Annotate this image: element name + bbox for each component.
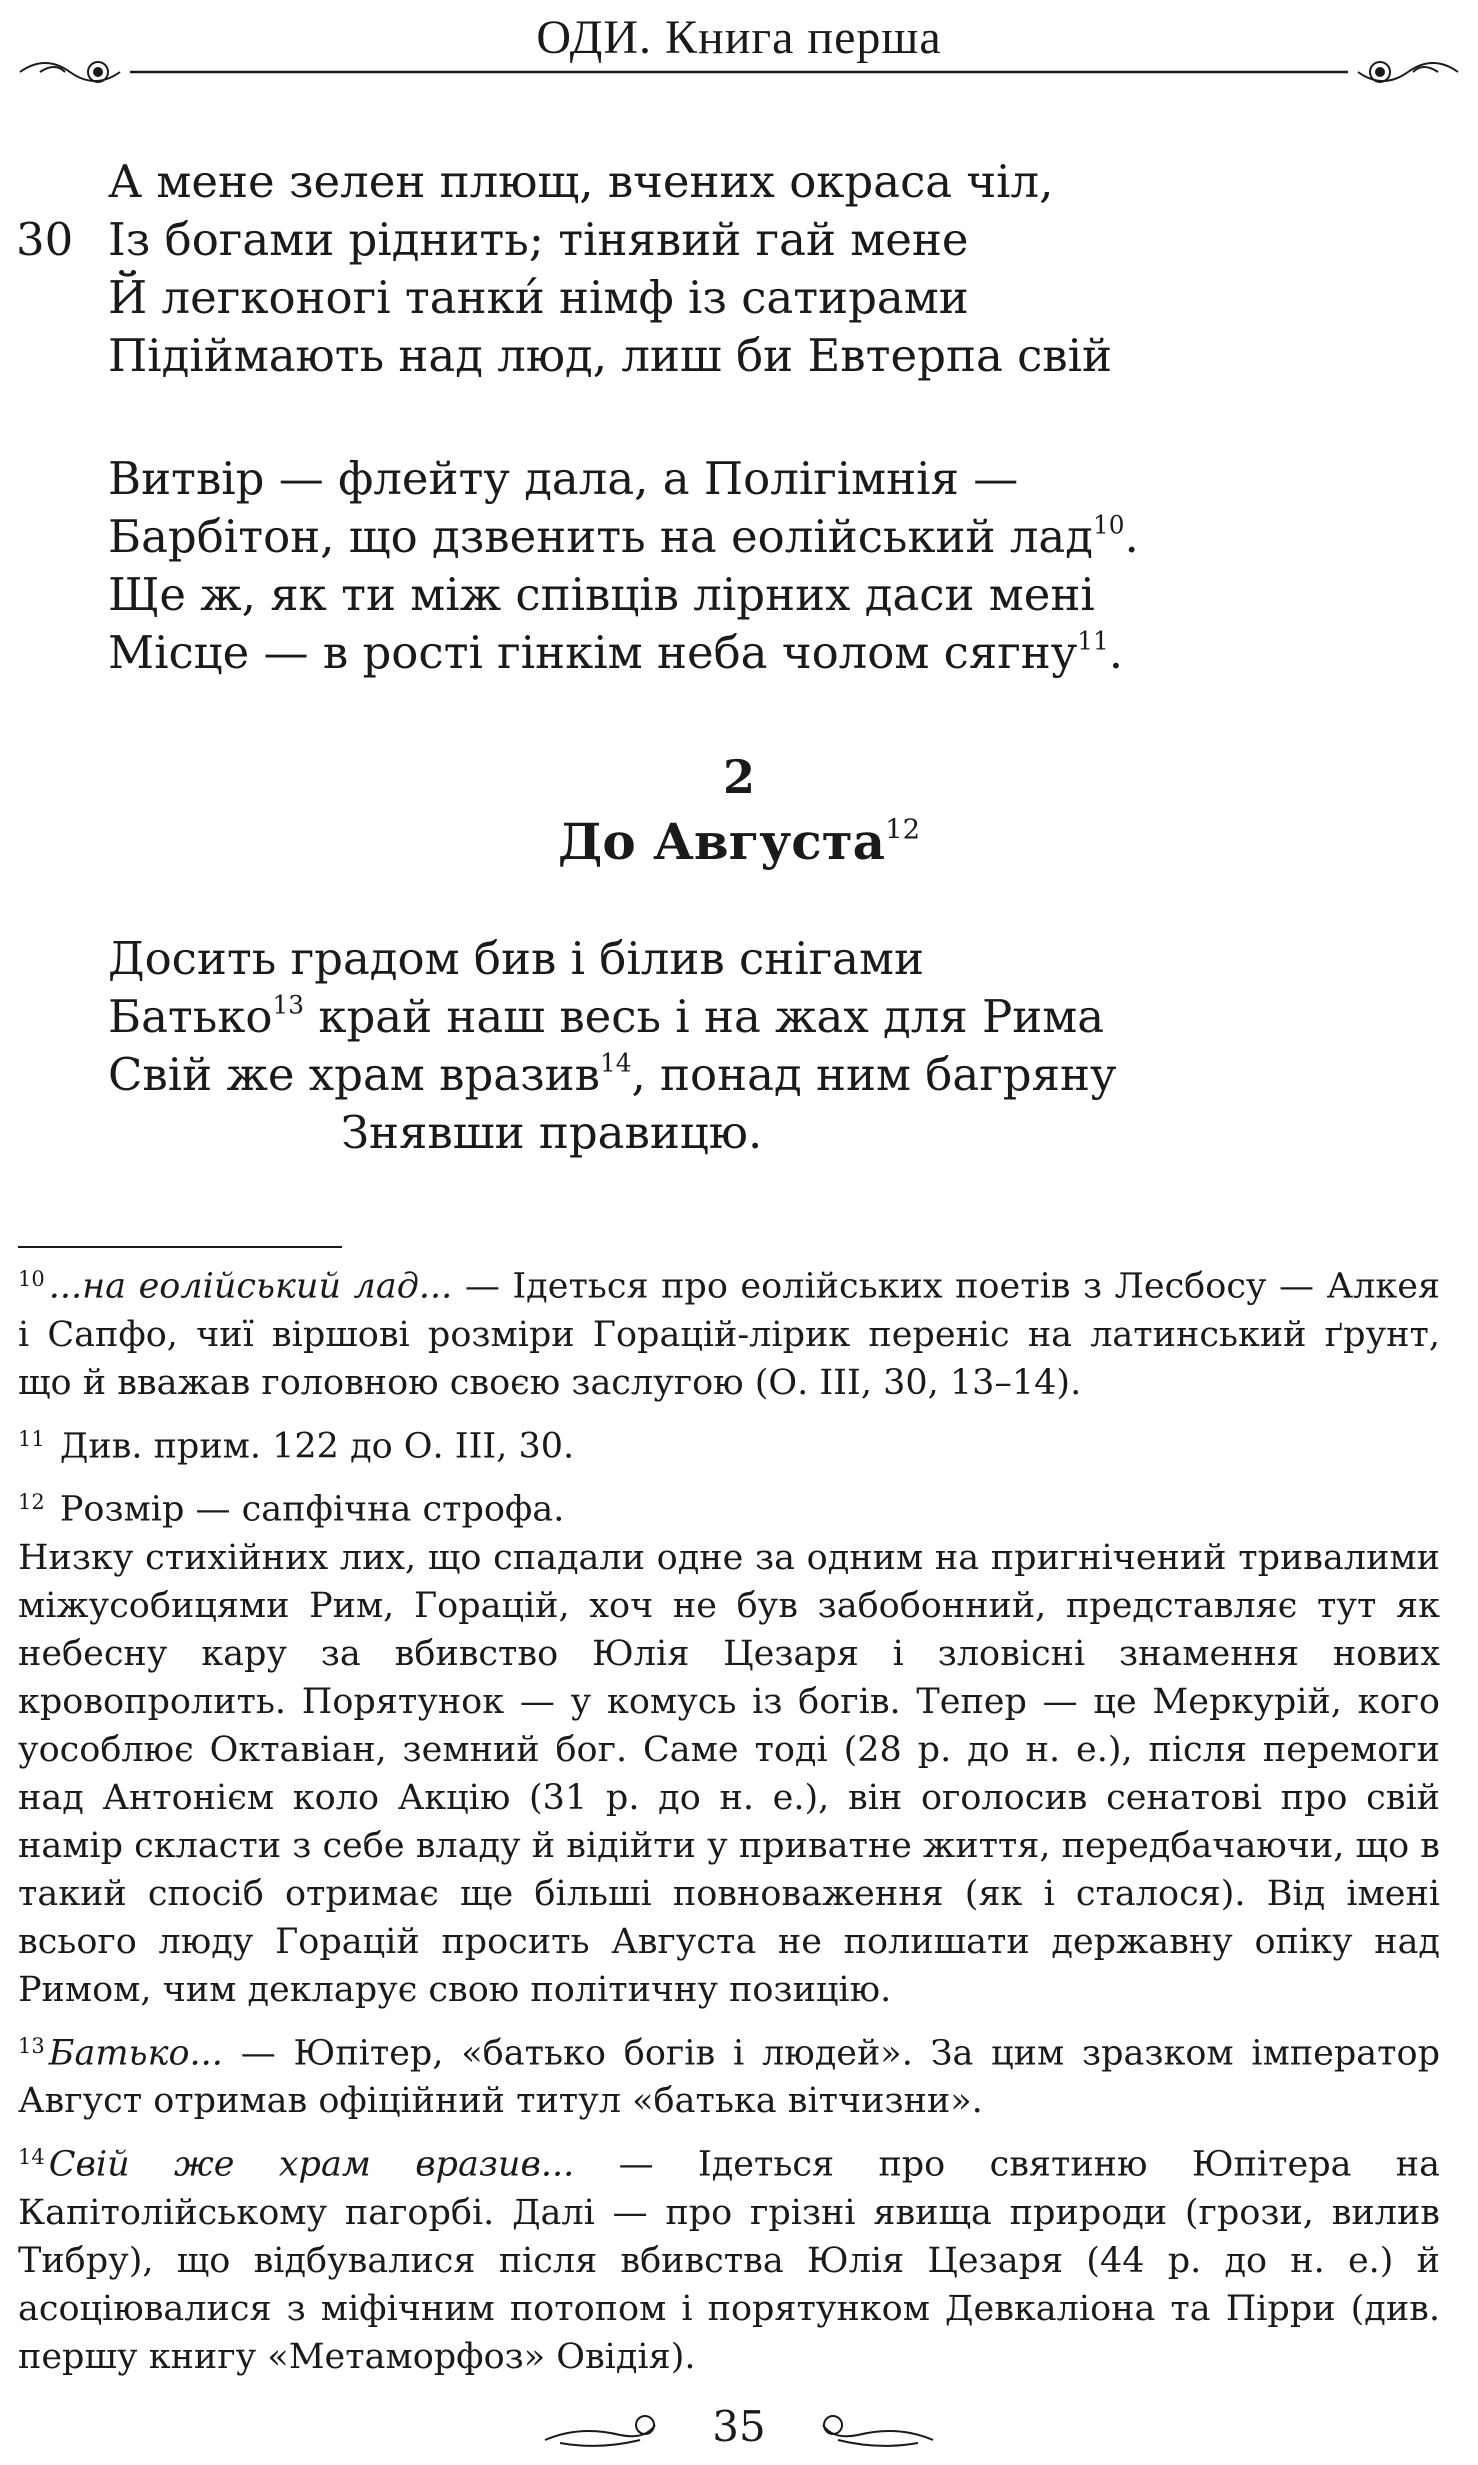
footnote: $^{13}$ Батько... — Юпітер, «батько богів і людей». За цим зразком імператор Август отримав офіційний титул «батька вітчизни». xyxy=(18,2033,1440,2122)
page-number: 35 xyxy=(712,2402,766,2451)
running-header: ОДИ. Книга перша xyxy=(536,11,942,64)
verse-line: Батько$^{13}$ край наш весь і на жах для Рима xyxy=(108,990,1105,1043)
footnote-ref: 13 xyxy=(272,990,305,1020)
footnote-ref: 14 xyxy=(599,1048,632,1078)
verse-line: А мене зелен плющ, вчених окраса чіл, xyxy=(108,155,1054,208)
verse-line: Барбітон, що дзвенить на еолійський лад$^{10}$. xyxy=(108,510,1139,563)
verse-line: Досить градом бив і білив снігами xyxy=(108,932,924,985)
footnote-ref: 11 xyxy=(1077,626,1109,656)
footnotes xyxy=(18,1255,1440,2389)
header-ornament-rule xyxy=(0,44,1478,104)
footnote: $^{11}$ Див. прим. 122 до О. III, 30. xyxy=(18,1426,575,1467)
verse-line: Підіймають над люд, лиш би Евтерпа свій xyxy=(108,329,1113,382)
stanza xyxy=(108,930,1116,1162)
footnote: $^{14}$ Свій же храм вразив... — Ідеться про святиню Юпітера на Капітолійському пагорбі. Далі — про грізні явища природи (грози, вилив Тибру), що відбувалися після вбивства Юлія Цезаря (44 р. до н. е.) й асоціювалися з міфічним потопом і порятунком Девкаліона та Пірри (див. першу книгу «Метаморфоз» Овідія). xyxy=(18,2144,1441,2377)
verse-line: Ще ж, як ти між співців лірних даси мені xyxy=(108,568,1095,621)
footnote: $^{10}$ ...на еолійський лад... — Ідеться про еолійських поетів з Лесбосу — Алкея і Сапфо, чиї віршові розміри Горацій-лірик переніс на латинський ґрунт, що й вважав головною своєю заслугою (О. III, 30, 13–14). xyxy=(18,1266,1440,1403)
verse-line: Свій же храм вразив$^{14}$, понад ним багряну xyxy=(108,1048,1117,1101)
footnote-body: Низку стихійних лих, що спадали одне за одним на пригнічений тривалими міжусобицями Рим, Горацій, хоч не був забобонний, представляє тут як небесну кару за вбивство Юлія Цезаря і зловісні знамення нових кровопролить. Порятунок — у комусь із богів. Тепер — це Меркурій, кого уособлює Октавіан, земний бог. Саме тоді (28 р. до н. е.), після перемоги над Антонієм коло Акцію (31 р. до н. е.), він оголосив сенатові про свій намір скласти з себе владу й відійти у приватне життя, передбачаючи, що в такий спосіб отримає ще більші повноваження (як і сталося). Від імені всього люду Горацій просить Августа не полишати державну опіку над Римом, чим декларує свою політичну позицію. xyxy=(18,1537,1440,2010)
ode-number: 2 xyxy=(722,750,755,804)
footnote: $^{12}$ Розмір — сапфічна строфа. xyxy=(18,1489,565,1530)
stanza xyxy=(108,450,1139,682)
ode-title: До Августа$^{12}$ xyxy=(557,812,921,871)
verse-line: 30 Із богами ріднить; тінявий гай мене xyxy=(108,211,1112,269)
footnote-separator xyxy=(18,1246,342,1248)
footnote-ref: 10 xyxy=(1092,510,1125,540)
right-flourish-icon xyxy=(1358,62,1458,82)
verse-line: Знявши правицю. xyxy=(341,1106,763,1159)
verse-line: Й легконогі танки́ німф із сатирами xyxy=(108,271,969,324)
verse-line: Місце — в рості гінкім неба чолом сягну$^{11}$. xyxy=(108,626,1124,679)
verse-line: Витвір — флейту дала, а Полігімнія — xyxy=(108,452,1019,505)
line-number: 30 xyxy=(16,213,74,266)
left-flourish-icon xyxy=(20,62,120,82)
stanza xyxy=(16,153,1113,385)
footnote-ref: 12 xyxy=(885,813,921,846)
